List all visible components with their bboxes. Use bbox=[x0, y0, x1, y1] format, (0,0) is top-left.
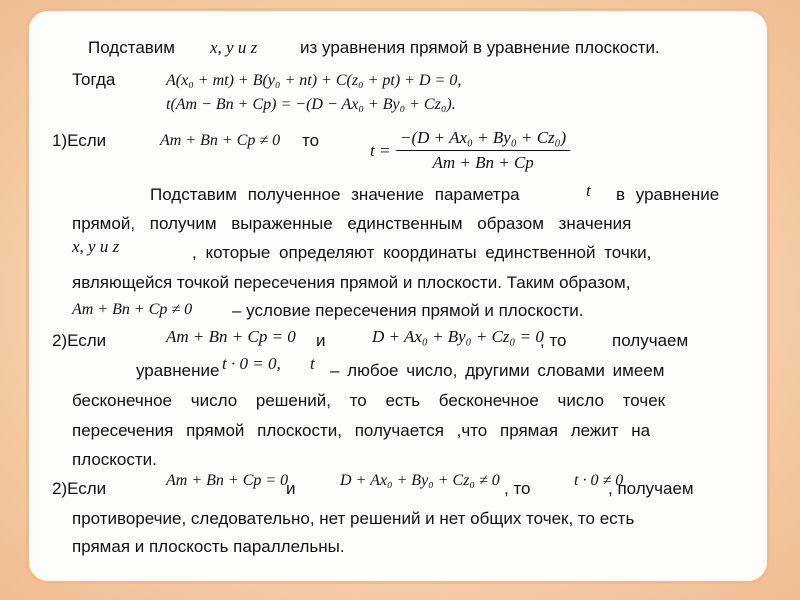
case1-cond2: Am + Bn + Cp ≠ 0 bbox=[72, 301, 193, 318]
intro-vars: x, y и z bbox=[210, 38, 258, 57]
case2-line2-t: t bbox=[310, 354, 315, 373]
case1-para-vars: x, y и z bbox=[72, 237, 120, 256]
case2-cond-a: Am + Bn + Cp = 0 bbox=[166, 327, 296, 346]
case2-and: и bbox=[316, 331, 326, 350]
case1-label: 1)Если bbox=[52, 131, 107, 150]
case1-denominator: Am + Bn + Cp bbox=[432, 153, 534, 172]
case2-then: , то bbox=[540, 331, 567, 350]
case1-para-text: Подставим полученное значение параметра bbox=[150, 185, 520, 204]
equation-1: A(x₀ + mt) + B(y₀ + nt) + C(z₀ + pt) + D = 0, bbox=[166, 72, 462, 89]
case2-line4: пересечения прямой плоскости, получается ,что прямая лежит на bbox=[72, 421, 651, 440]
case3-label: 2)Если bbox=[52, 479, 107, 498]
case2-line5: плоскости. bbox=[72, 450, 157, 469]
equation-2: t(Am − Bn + Cp) = −(D − Ax₀ + By₀ + Cz₀). bbox=[166, 96, 456, 113]
case1-t-eq: t = bbox=[370, 141, 391, 160]
intro-rest: из уравнения прямой в уравнение плоскости. bbox=[300, 38, 660, 57]
case2-get: получаем bbox=[612, 331, 689, 350]
intro-then: Тогда bbox=[72, 70, 116, 89]
case2-line3: бесконечное число решений, то есть бесконечное число точек bbox=[72, 391, 666, 410]
case1-para-line2: прямой, получим выраженные единственным образом значения bbox=[72, 214, 632, 233]
case3-get: , получаем bbox=[608, 479, 694, 498]
case1-para-line5: – условие пересечения прямой и плоскости. bbox=[232, 301, 584, 320]
case2-cond-b: D + Ax₀ + By₀ + Cz₀ = 0 bbox=[372, 327, 544, 346]
case1-fraction bbox=[396, 128, 570, 173]
case3-then: , то bbox=[504, 479, 531, 498]
case2-label: 2)Если bbox=[52, 331, 107, 350]
case1-para-line4: являющейся точкой пересечения прямой и плоскости. Таким образом, bbox=[72, 273, 631, 292]
case2-line2-eq: t · 0 = 0, bbox=[222, 354, 281, 373]
case1-then: то bbox=[302, 131, 320, 150]
intro-word: Подставим bbox=[88, 38, 175, 57]
case1-para-line3: , которые определяют координаты единственной точки, bbox=[192, 243, 652, 262]
case1-para-line1a bbox=[150, 184, 584, 206]
case3-line3: прямая и плоскость параллельны. bbox=[72, 537, 345, 556]
case3-cond-b: D + Ax₀ + By₀ + Cz₀ ≠ 0 bbox=[340, 472, 500, 489]
case1-condition: Am + Bn + Cp ≠ 0 bbox=[160, 132, 281, 149]
case2-line2a: уравнение bbox=[136, 361, 220, 380]
case3-cond-c: t · 0 ≠ 0 bbox=[574, 472, 624, 489]
case1-numerator: −(D + Ax₀ + By₀ + Cz₀) bbox=[396, 128, 570, 151]
case1-param: t bbox=[586, 181, 591, 200]
case3-cond-a: Am + Bn + Cp = 0 bbox=[166, 472, 289, 489]
case3-line2: противоречие, следовательно, нет решений и нет общих точек, то есть bbox=[72, 509, 635, 528]
case1-para-line1b: в уравнение bbox=[616, 185, 720, 204]
case2-line2b: – любое число, другими словами имеем bbox=[330, 361, 665, 380]
case3-and: и bbox=[286, 479, 296, 498]
